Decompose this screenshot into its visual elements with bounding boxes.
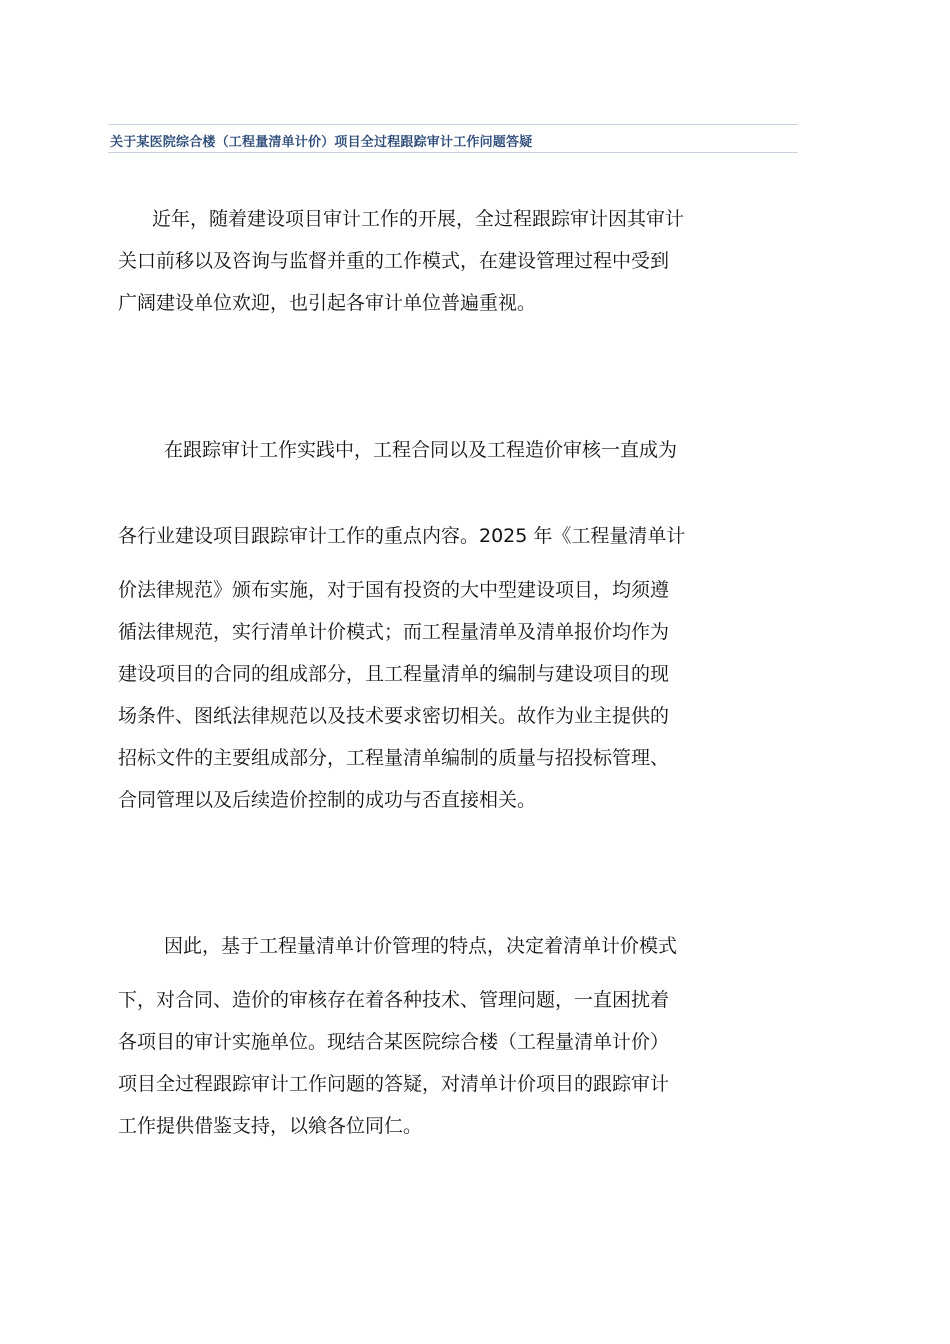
paragraph-line: 工作提供借鉴支持，以飨各位同仁。: [118, 1115, 423, 1137]
paragraph-2: [118, 429, 786, 471]
paragraph-line: 循法律规范，实行清单计价模式；而工程量清单及清单报价均作为: [118, 621, 670, 643]
paragraph-line: 在跟踪审计工作实践中，工程合同以及工程造价审核一直成为: [164, 439, 678, 461]
paragraph-line: 场条件、图纸法律规范以及技术要求密切相关。故作为业主提供的: [118, 705, 670, 727]
paragraph-3: [118, 925, 786, 967]
paragraph-line: 各项目的审计实施单位。现结合某医院综合楼（工程量清单计价）: [118, 1031, 670, 1053]
document-title: 关于某医院综合楼（工程量清单计价）项目全过程跟踪审计工作问题答疑: [110, 135, 533, 150]
paragraph-line: 因此，基于工程量清单计价管理的特点，决定着清单计价模式: [164, 935, 678, 957]
paragraph-line: 价法律规范》颁布实施，对于国有投资的大中型建设项目，均须遵: [118, 579, 670, 601]
paragraph-1: [118, 198, 786, 324]
paragraph-line: 下，对合同、造价的审核存在着各种技术、管理问题，一直困扰着: [118, 989, 670, 1011]
paragraph-3-body: [118, 979, 786, 1147]
paragraph-line: 广阔建设单位欢迎，也引起各审计单位普遍重视。: [118, 292, 537, 314]
paragraph-line: 项目全过程跟踪审计工作问题的答疑，对清单计价项目的跟踪审计: [118, 1073, 670, 1095]
paragraph-line: 合同管理以及后续造价控制的成功与否直接相关。: [118, 789, 537, 811]
paragraph-line: 招标文件的主要组成部分，工程量清单编制的质量与招投标管理、: [118, 747, 670, 769]
paragraph-2-continued: [118, 515, 786, 557]
title-bar: [108, 124, 798, 153]
paragraph-line: 近年，随着建设项目审计工作的开展，全过程跟踪审计因其审计: [152, 208, 685, 230]
paragraph-line: 建设项目的合同的组成部分，且工程量清单的编制与建设项目的现: [118, 663, 670, 685]
paragraph-line: 关口前移以及咨询与监督并重的工作模式，在建设管理过程中受到: [118, 250, 670, 272]
paragraph-2-body: [118, 569, 786, 821]
paragraph-line: 各行业建设项目跟踪审计工作的重点内容。2025 年《工程量清单计: [118, 525, 686, 547]
